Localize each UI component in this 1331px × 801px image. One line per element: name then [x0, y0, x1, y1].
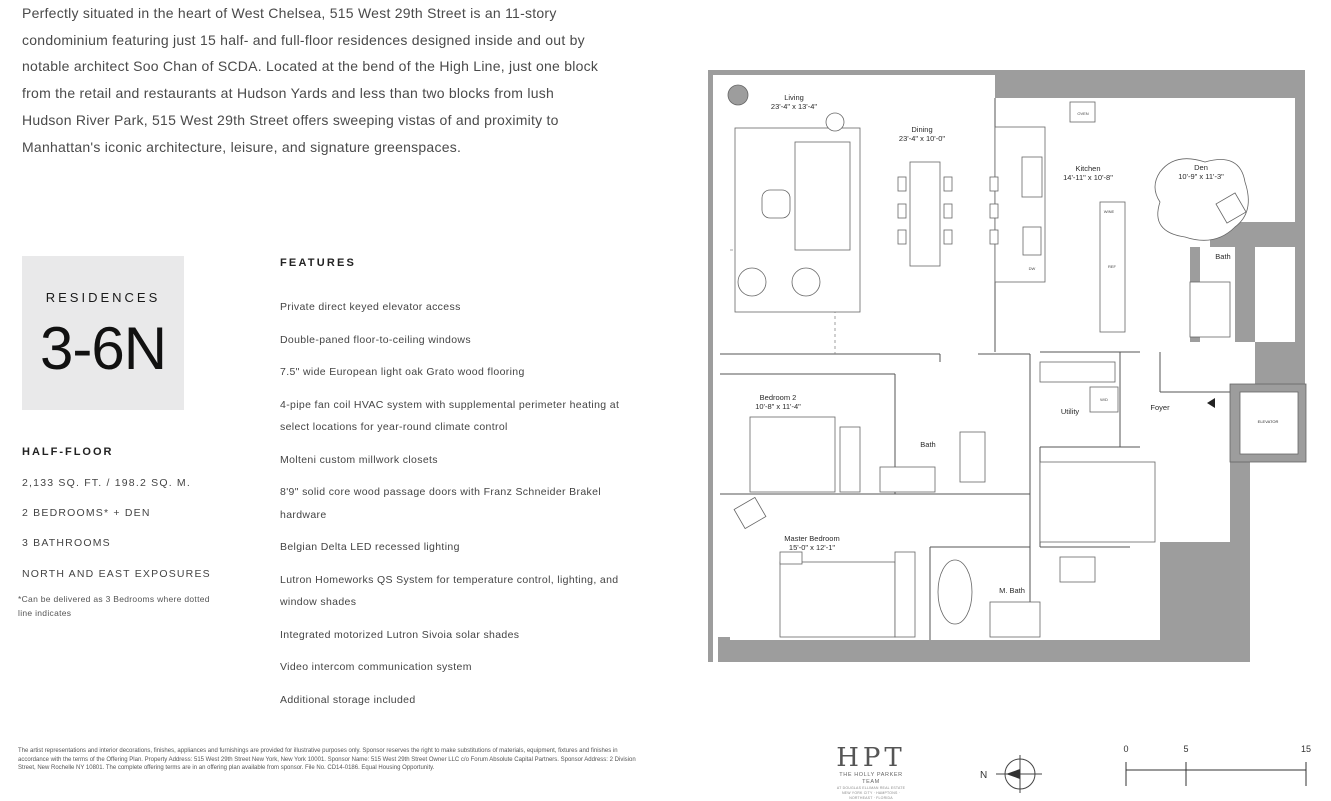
room-foyer-name: Foyer: [1150, 403, 1170, 412]
room-kitchen-name: Kitchen: [1075, 164, 1101, 173]
hpt-logo: [834, 744, 908, 801]
compass-label: N: [980, 770, 988, 781]
spec-item: 2 BEDROOMS* + DEN: [22, 507, 151, 520]
room-bedroom2-name: Bedroom 2: [759, 393, 797, 402]
floor-plan: [700, 62, 1320, 672]
room-mbath-name: M. Bath: [999, 586, 1025, 595]
feature-item: 8'9" solid core wood passage doors with Franz Schneider Brakel hardware: [280, 486, 602, 521]
logo-mark: HPT: [836, 743, 906, 773]
feature-item: 7.5" wide European light oak Grato wood flooring: [280, 366, 525, 378]
appliance-wine: WINE: [1103, 209, 1115, 214]
appliance-dw: DW: [1028, 266, 1036, 271]
entry-arrow-icon: [1207, 398, 1215, 408]
spec-item: NORTH AND EAST EXPOSURES: [22, 567, 211, 580]
room-living-dims: 23'-4" x 13'-4": [770, 102, 818, 111]
room-utility-name: Utility: [1060, 407, 1080, 416]
room-bath-name: Bath: [1215, 252, 1231, 261]
features-title: FEATURES: [280, 257, 357, 269]
appliance-oven: OVEN: [1077, 111, 1089, 116]
logo-name: THE HOLLY PARKER TEAM: [839, 772, 903, 785]
feature-item: Belgian Delta LED recessed lighting: [280, 541, 460, 553]
spec-item: 3 BATHROOMS: [22, 537, 111, 550]
room-living-name: Living: [784, 93, 804, 102]
room-den-name: Den: [1194, 163, 1208, 172]
feature-item: Additional storage included: [280, 693, 416, 706]
logo-tagline: NEW YORK CITY · HAMPTONS · NORTHEAST · FLORIDA: [841, 791, 901, 800]
feature-item: Lutron Homeworks QS System for temperature control, lighting, and window shades: [280, 573, 619, 608]
feature-item: Integrated motorized Lutron Sivoia solar shades: [280, 628, 520, 641]
feature-item: Molteni custom millwork closets: [280, 453, 438, 466]
room-elevator-name: ELEVATOR: [1257, 419, 1279, 424]
feature-item: Video intercom communication system: [280, 661, 472, 673]
room-dining-name: Dining: [911, 125, 933, 134]
legal-disclaimer: The artist representations and interior decorations, finishes, appliances and furnishings are provided for illustrative purposes only. Sponsor reserves the right to make substitutions of materials, equipment, fixtures and finishes in accordance with the terms of the Offering Plan. Property Address: 515 West 29th Street New York, New York 10001. Sponsor Name: 515 West 29th Street Owner LLC c/o Forum Absolute Capital Partners. Sponsor Address: 2 Division Street, New Rochelle NY 10801. The complete offering terms are in an offering plan available from sponsor. File No. CD14-0186. Equal Housing Opportunity.: [18, 748, 636, 771]
appliance-wd: W/D: [1100, 397, 1108, 402]
scale-bar: [1110, 740, 1322, 790]
residence-label: RESIDENCES: [45, 290, 161, 305]
specs-list: [22, 477, 211, 598]
feature-item: Double-paned floor-to-ceiling windows: [280, 333, 471, 346]
feature-item: 4-pipe fan coil HVAC system with supplemental perimeter heating at select locations for year-round climate control: [280, 398, 620, 433]
room-dining-dims: 23'-4" x 10'-0": [898, 134, 946, 143]
spec-item: 2,133 SQ. FT. / 198.2 SQ. M.: [22, 477, 191, 489]
residence-badge: [22, 256, 184, 410]
intro-paragraph: Perfectly situated in the heart of West Chelsea, 515 West 29th Street is an 11-story condominium featuring just 15 half- and full-floor residences designed inside and out by notable architect Soo Chan of SCDA. Located at the bend of the High Line, just one block from the retail and restaurants at Hudson Yards and less than two blocks from lush Hudson River Park, 515 West 29th Street offers sweeping vistas of and proximity to Manhattan's iconic architecture, leisure, and signature greenspaces.: [22, 5, 599, 155]
specs-note: *Can be delivered as 3 Bedrooms where dotted line indicates: [18, 594, 210, 618]
specs-title: HALF-FLOOR: [22, 446, 114, 458]
room-master-name: Master Bedroom: [784, 534, 840, 543]
room-kitchen-dims: 14'-11" x 10'-8": [1063, 173, 1113, 182]
room-master-dims: 15'-0" x 12'-1": [788, 543, 836, 552]
appliance-ref: REF: [1108, 264, 1116, 269]
room-bath2-name: Bath: [920, 440, 936, 449]
scale-tick-label: 15: [1300, 744, 1312, 754]
residence-number: 3-6N: [39, 315, 167, 382]
compass-icon: [978, 752, 1048, 796]
feature-item: Private direct keyed elevator access: [280, 301, 461, 313]
room-den-dims: 10'-9" x 11'-3": [1178, 172, 1224, 181]
scale-tick-label: 0: [1123, 744, 1129, 754]
features-list: [280, 296, 620, 721]
room-bedroom2-dims: 10'-8" x 11'-4": [755, 402, 801, 411]
scale-tick-label: 5: [1183, 744, 1189, 754]
logo-sub: AT DOUGLAS ELLIMAN REAL ESTATE: [836, 786, 906, 790]
